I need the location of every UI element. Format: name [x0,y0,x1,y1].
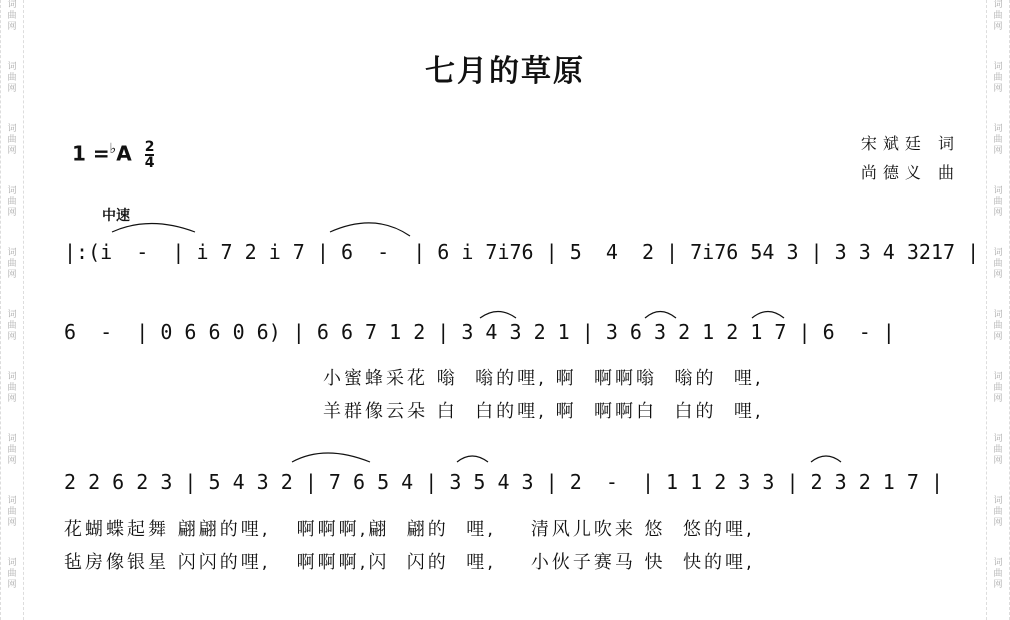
notation-line-3: 2 2 6 2 3 | 5 4 3 2 | 7 6 5 4 | 3 5 4 3 | 2 - | 1 1 2 3 3 | 2 3 2 1 7 | [64,470,943,494]
watermark-group: 词 曲 网 [993,310,1003,342]
lyric-verse2-line2: 羊群像云朵 白 白的哩, 啊 啊啊白 白的 哩, [323,401,764,422]
slur-arc [811,456,841,462]
watermark-group: 词 曲 网 [993,496,1003,528]
watermark-group: 词 曲 网 [993,248,1003,280]
watermark-group: 词 曲 网 [7,124,17,156]
watermark-group: 词 曲 网 [7,62,17,94]
time-top: 2 [144,139,155,155]
watermark-group: 词 曲 网 [7,310,17,342]
key-note: A [116,141,132,166]
lyric-verse1-line2: 小蜜蜂采花 嗡 嗡的哩, 啊 啊啊嗡 嗡的 哩, [323,368,764,389]
slur-arc [645,312,676,319]
watermark-group: 词 曲 网 [993,372,1003,404]
lyric-verse2-line3: 毡房像银星 闪闪的哩, 啊啊啊,闪 闪的 哩, 小伙子赛马 快 快的哩, [64,552,755,573]
watermark-group: 词 曲 网 [7,248,17,280]
slur-arc [330,223,410,236]
notation-line-1: |:(i - | i 7 2 i 7 | 6 - | 6 i 7i76 | 5 4 2 | 7i76 54 3 | 3 3 4 3217 | [64,240,980,264]
watermark-group: 词 曲 网 [993,186,1003,218]
watermark-group: 词 曲 网 [7,496,17,528]
watermark-group: 词 曲 网 [7,186,17,218]
composer-credit: 尚德义 曲 [860,163,960,182]
time-bottom: 4 [144,155,155,171]
watermark-group: 词 曲 网 [993,0,1003,32]
watermark-group: 词 曲 网 [993,558,1003,590]
watermark-group: 词 曲 网 [993,62,1003,94]
song-title: 七月的草原 [425,54,585,89]
watermark-group: 词 曲 网 [993,434,1003,466]
slur-arc [457,456,488,462]
slur-arc [292,453,370,462]
key-prefix: 1 = [72,141,110,166]
notation-line-2: 6 - | 0 6 6 0 6) | 6 6 7 1 2 | 3 4 3 2 1 | 3 6 3 2 1 2 1 7 | 6 - | [64,320,895,344]
watermark-group: 词 曲 网 [7,372,17,404]
lyric-verse1-line3: 花蝴蝶起舞 翩翩的哩, 啊啊啊,翩 翩的 哩, 清风儿吹来 悠 悠的哩, [64,519,755,540]
watermark-group: 词 曲 网 [7,0,17,32]
watermark-group: 词 曲 网 [993,124,1003,156]
flat-symbol: ♭ [109,140,117,157]
slur-arc [752,312,784,319]
slur-arc [480,312,516,319]
slur-arc [112,224,195,233]
watermark-group: 词 曲 网 [7,434,17,466]
lyricist-credit: 宋斌廷 词 [860,134,960,153]
tempo-marking: 中速 [102,208,130,224]
watermark-group: 词 曲 网 [7,558,17,590]
